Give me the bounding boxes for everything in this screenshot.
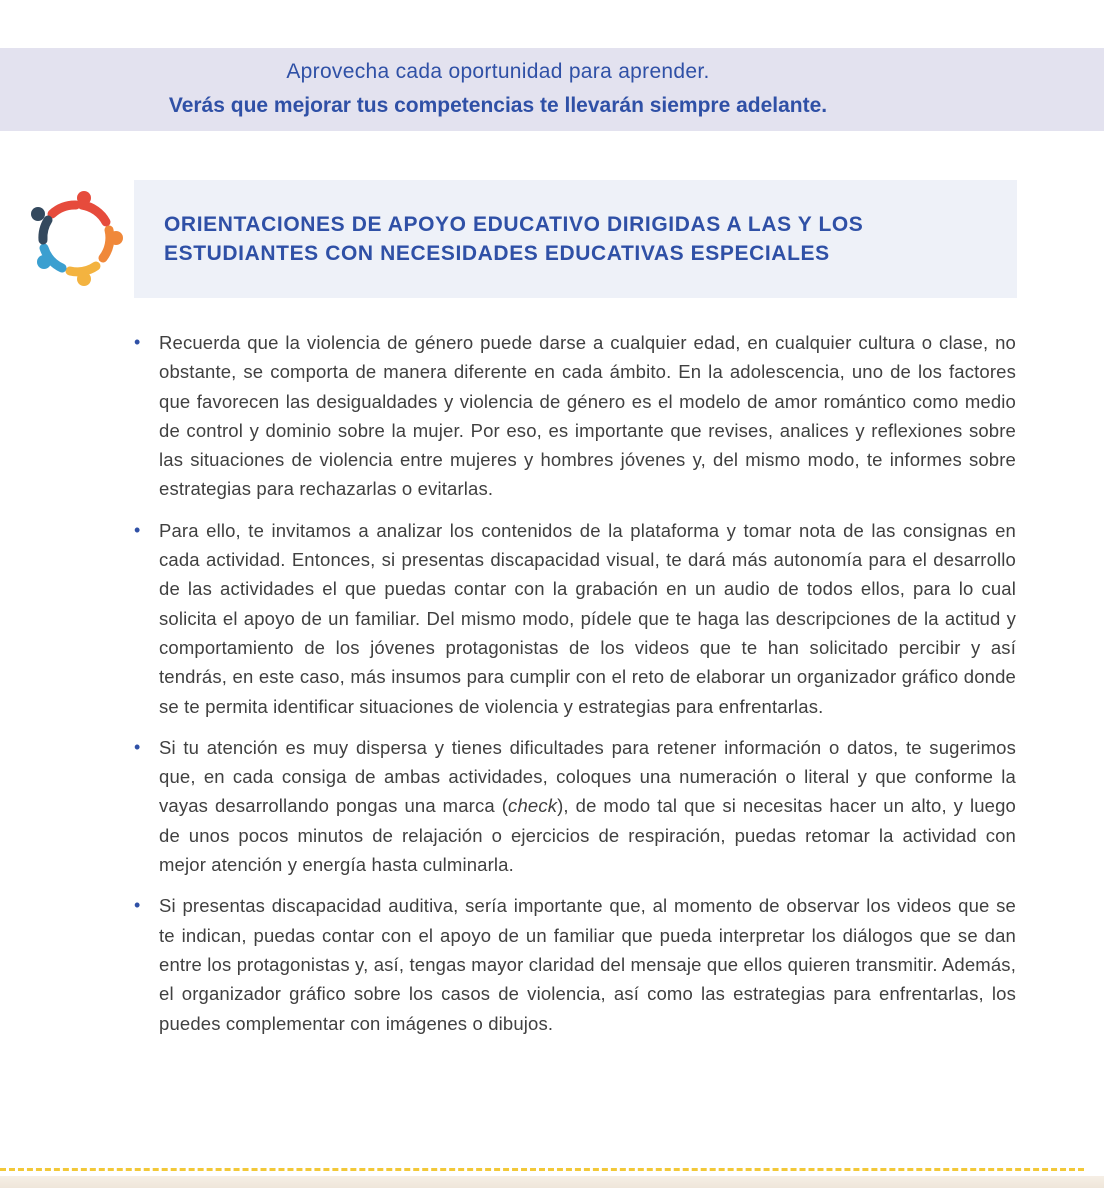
list-item: [134, 328, 1016, 504]
banner-line-2: Verás que mejorar tus competencias te llevarán siempre adelante.: [168, 94, 828, 117]
bullet-text-part: Si tu atención es muy dispersa y tienes dificultades para retener información o datos, te sugerimos que, en cada consiga de ambas actividades, coloques una numeración o literal y que conforme la vayas desarrollando pongas una marca (: [159, 736, 1016, 817]
banner-line-1: Aprovecha cada oportunidad para aprender.: [286, 60, 710, 83]
bullet-text: [159, 737, 1016, 875]
list-item: [134, 516, 1016, 721]
section-heading-box: [134, 180, 1017, 298]
list-item: [134, 733, 1016, 879]
people-circle-icon: [26, 188, 126, 288]
bullet-icon: •: [134, 332, 141, 352]
list-item: [134, 891, 1016, 1037]
bullet-icon: •: [134, 519, 141, 540]
bullet-text: Recuerda que la violencia de género puede darse a cualquier edad, en cualquier cultura o clase, no obstante, se comporta de manera diferente en cada ámbito. En la adolescencia, uno de los factores que favorecen las desigualdades y violencia de género es el modelo de amor romántico como medio de control y dominio sobre la mujer. Por eso, es importante que revises, analices y reflexiones sobre las situaciones de violencia entre mujeres y hombres jóvenes y, del mismo modo, te informes sobre estrategias para rechazarlas o evitarlas.: [159, 332, 1016, 500]
footer-dashed-line: [0, 1168, 1084, 1171]
section-title: ORIENTACIONES DE APOYO EDUCATIVO DIRIGIDAS A LAS Y LOS ESTUDIANTES CON NECESIDADES EDUCATIVAS ESPECIALES: [164, 213, 864, 265]
bullet-icon: •: [134, 736, 141, 757]
guidance-list: [134, 328, 1016, 1050]
bullet-text: Si presentas discapacidad auditiva, sería importante que, al momento de observar los videos que se te indican, puedas contar con el apoyo de un familiar que pueda interpretar los diálogos que se dan entre los protagonistas y, así, tengas mayor claridad del mensaje que ellos quieren transmitir. Además, el organizador gráfico sobre los casos de violencia, así como las estrategias para enfrentarlas, los puedes complementar con imágenes o dibujos.: [159, 895, 1016, 1034]
footer-image-strip: [0, 1176, 1104, 1188]
bullet-text: Para ello, te invitamos a analizar los contenidos de la plataforma y tomar nota de las consignas en cada actividad. Entonces, si presentas discapacidad visual, te dará más autonomía para el desarrollo de las actividades el que puedas contar con la grabación en un audio de todos ellos, para lo cual solicita el apoyo de un familiar. Del mismo modo, pídele que te haga las descripciones de la actitud y comportamiento de los jóvenes protagonistas de los videos que te han solicitado percibir y así tendrás, en este caso, más insumos para cumplir con el reto de elaborar un organizador gráfico donde se te permita identificar situaciones de violencia y estrategias para enfrentarlas.: [159, 519, 1016, 717]
bullet-icon: •: [134, 895, 141, 916]
bullet-text-part: ), de modo tal que si necesitas hacer un alto, y luego de unos pocos minutos de relajación o ejercicios de respiración, puedas retomar la actividad con mejor atención y energía hasta culminarla.: [159, 795, 1016, 876]
bullet-text-italic: check: [508, 795, 558, 817]
